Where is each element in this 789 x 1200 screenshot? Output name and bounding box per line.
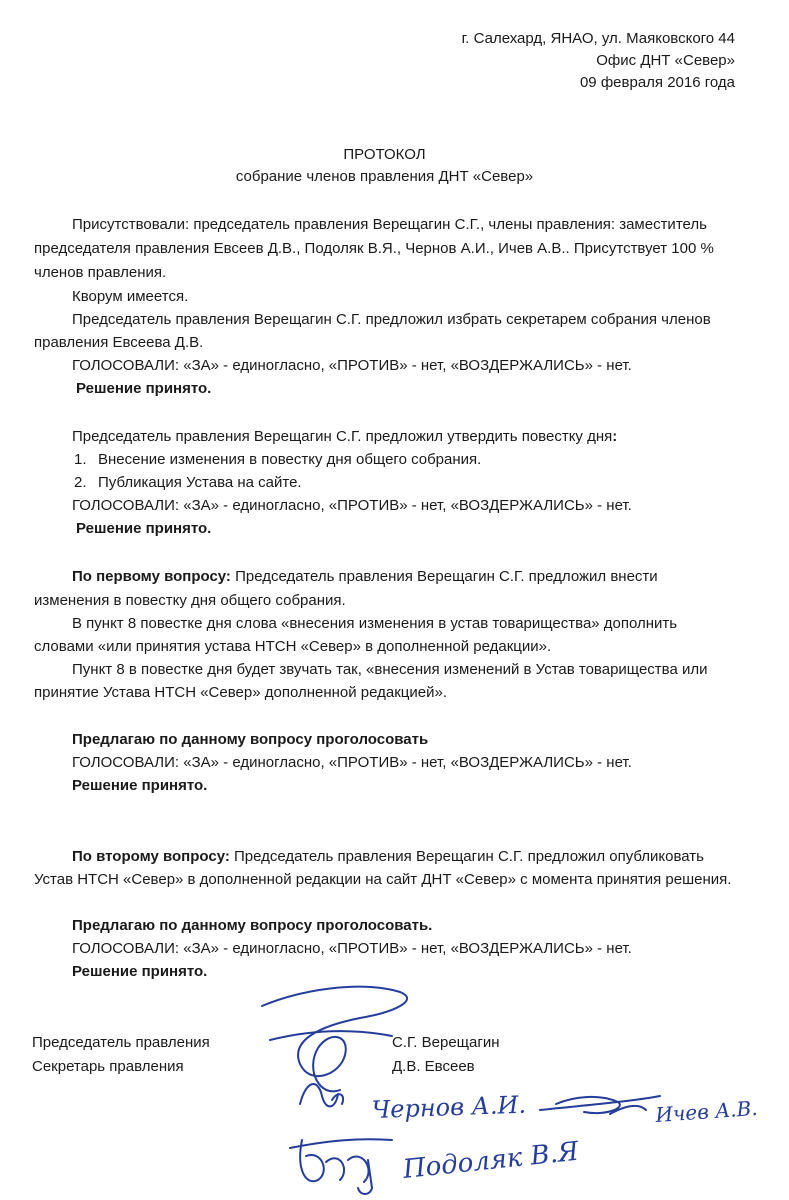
handwritten-ichev: Ичев А.В. — [654, 1095, 759, 1127]
agenda-item-1: 1. Внесение изменения в повестку дня общего собрания. — [74, 451, 482, 468]
question1-p3-line-2: принятие Устава НТСН «Север» дополненной редакцией». — [34, 684, 448, 701]
agenda-intro: Председатель правления Верещагин С.Г. предложил утвердить повестку дня: — [72, 428, 618, 445]
handwritten-podolyak: Подоляк В.Я — [401, 1136, 581, 1185]
agenda-decision: Решение принято. — [76, 520, 212, 537]
secretary-line-2: правления Евсеева Д.В. — [34, 334, 204, 351]
secretary-vote: ГОЛОСОВАЛИ: «ЗА» - единогласно, «ПРОТИВ» - нет, «ВОЗДЕРЖАЛИСЬ» - нет. — [72, 357, 632, 374]
question2-vote: ГОЛОСОВАЛИ: «ЗА» - единогласно, «ПРОТИВ» - нет, «ВОЗДЕРЖАЛИСЬ» - нет. — [72, 940, 632, 957]
attendance-line-3: членов правления. — [34, 264, 167, 281]
question1-line-1: По первому вопросу: Председатель правления Верещагин С.Г. предложил внести — [72, 568, 658, 585]
question2-decision: Решение принято. — [72, 963, 208, 980]
attendance-line-2: председателя правления Евсеев Д.В., Подоляк В.Я., Чернов А.И., Ичев А.В.. Присутствует 100 % — [34, 240, 714, 257]
secretary-decision: Решение принято. — [76, 380, 212, 397]
chair-signature — [262, 987, 407, 1092]
question2-line-2: Устав НТСН «Север» в дополненной редакции на сайт ДНТ «Север» с момента принятия решения. — [34, 871, 732, 888]
quorum-text: Кворум имеется. — [72, 288, 189, 305]
question2-propose: Предлагаю по данному вопросу проголосовать. — [72, 917, 433, 934]
header-date: 09 февраля 2016 года — [579, 74, 735, 91]
question1-p2-line-2: словами «или принятия устава НТСН «Север» в дополненной редакции». — [34, 638, 552, 655]
agenda-vote: ГОЛОСОВАЛИ: «ЗА» - единогласно, «ПРОТИВ» - нет, «ВОЗДЕРЖАЛИСЬ» - нет. — [72, 497, 632, 514]
question1-propose: Предлагаю по данному вопросу проголосовать — [72, 731, 429, 748]
question1-line-2: изменения в повестку дня общего собрания. — [34, 592, 346, 609]
question1-decision: Решение принято. — [72, 777, 208, 794]
question1-p2-line-1: В пункт 8 повестке дня слова «внесения изменения в устав товарищества» дополнить — [72, 615, 678, 632]
header-office: Офис ДНТ «Север» — [596, 52, 735, 69]
agenda-item-2: 2. Публикация Устава на сайте. — [74, 474, 302, 491]
chair-title: Председатель правления — [32, 1034, 210, 1051]
question2-line-1: По второму вопросу: Председатель правления Верещагин С.Г. предложил опубликовать — [72, 848, 704, 865]
header-address: г. Салехард, ЯНАО, ул. Маяковского 44 — [461, 30, 735, 47]
bottom-left-signature — [300, 1140, 372, 1194]
document-subtitle: собрание членов правления ДНТ «Север» — [235, 168, 534, 185]
chair-name: С.Г. Верещагин — [392, 1034, 500, 1051]
document-title: ПРОТОКОЛ — [343, 146, 426, 163]
attendance-line-1: Присутствовали: председатель правления Верещагин С.Г., члены правления: заместитель — [72, 216, 707, 233]
secretary-name: Д.В. Евсеев — [392, 1058, 475, 1075]
handwritten-chernov: Чернов А.И. — [371, 1090, 527, 1124]
secretary-line-1: Председатель правления Верещагин С.Г. предложил избрать секретарем собрания членов — [72, 311, 711, 328]
question1-vote: ГОЛОСОВАЛИ: «ЗА» - единогласно, «ПРОТИВ» - нет, «ВОЗДЕРЖАЛИСЬ» - нет. — [72, 754, 632, 771]
question1-p3-line-1: Пункт 8 в повестке дня будет звучать так, «внесения изменений в Устав товарищества или — [72, 661, 708, 678]
scribble-signature — [540, 1096, 660, 1113]
secretary-title: Секретарь правления — [32, 1058, 184, 1075]
